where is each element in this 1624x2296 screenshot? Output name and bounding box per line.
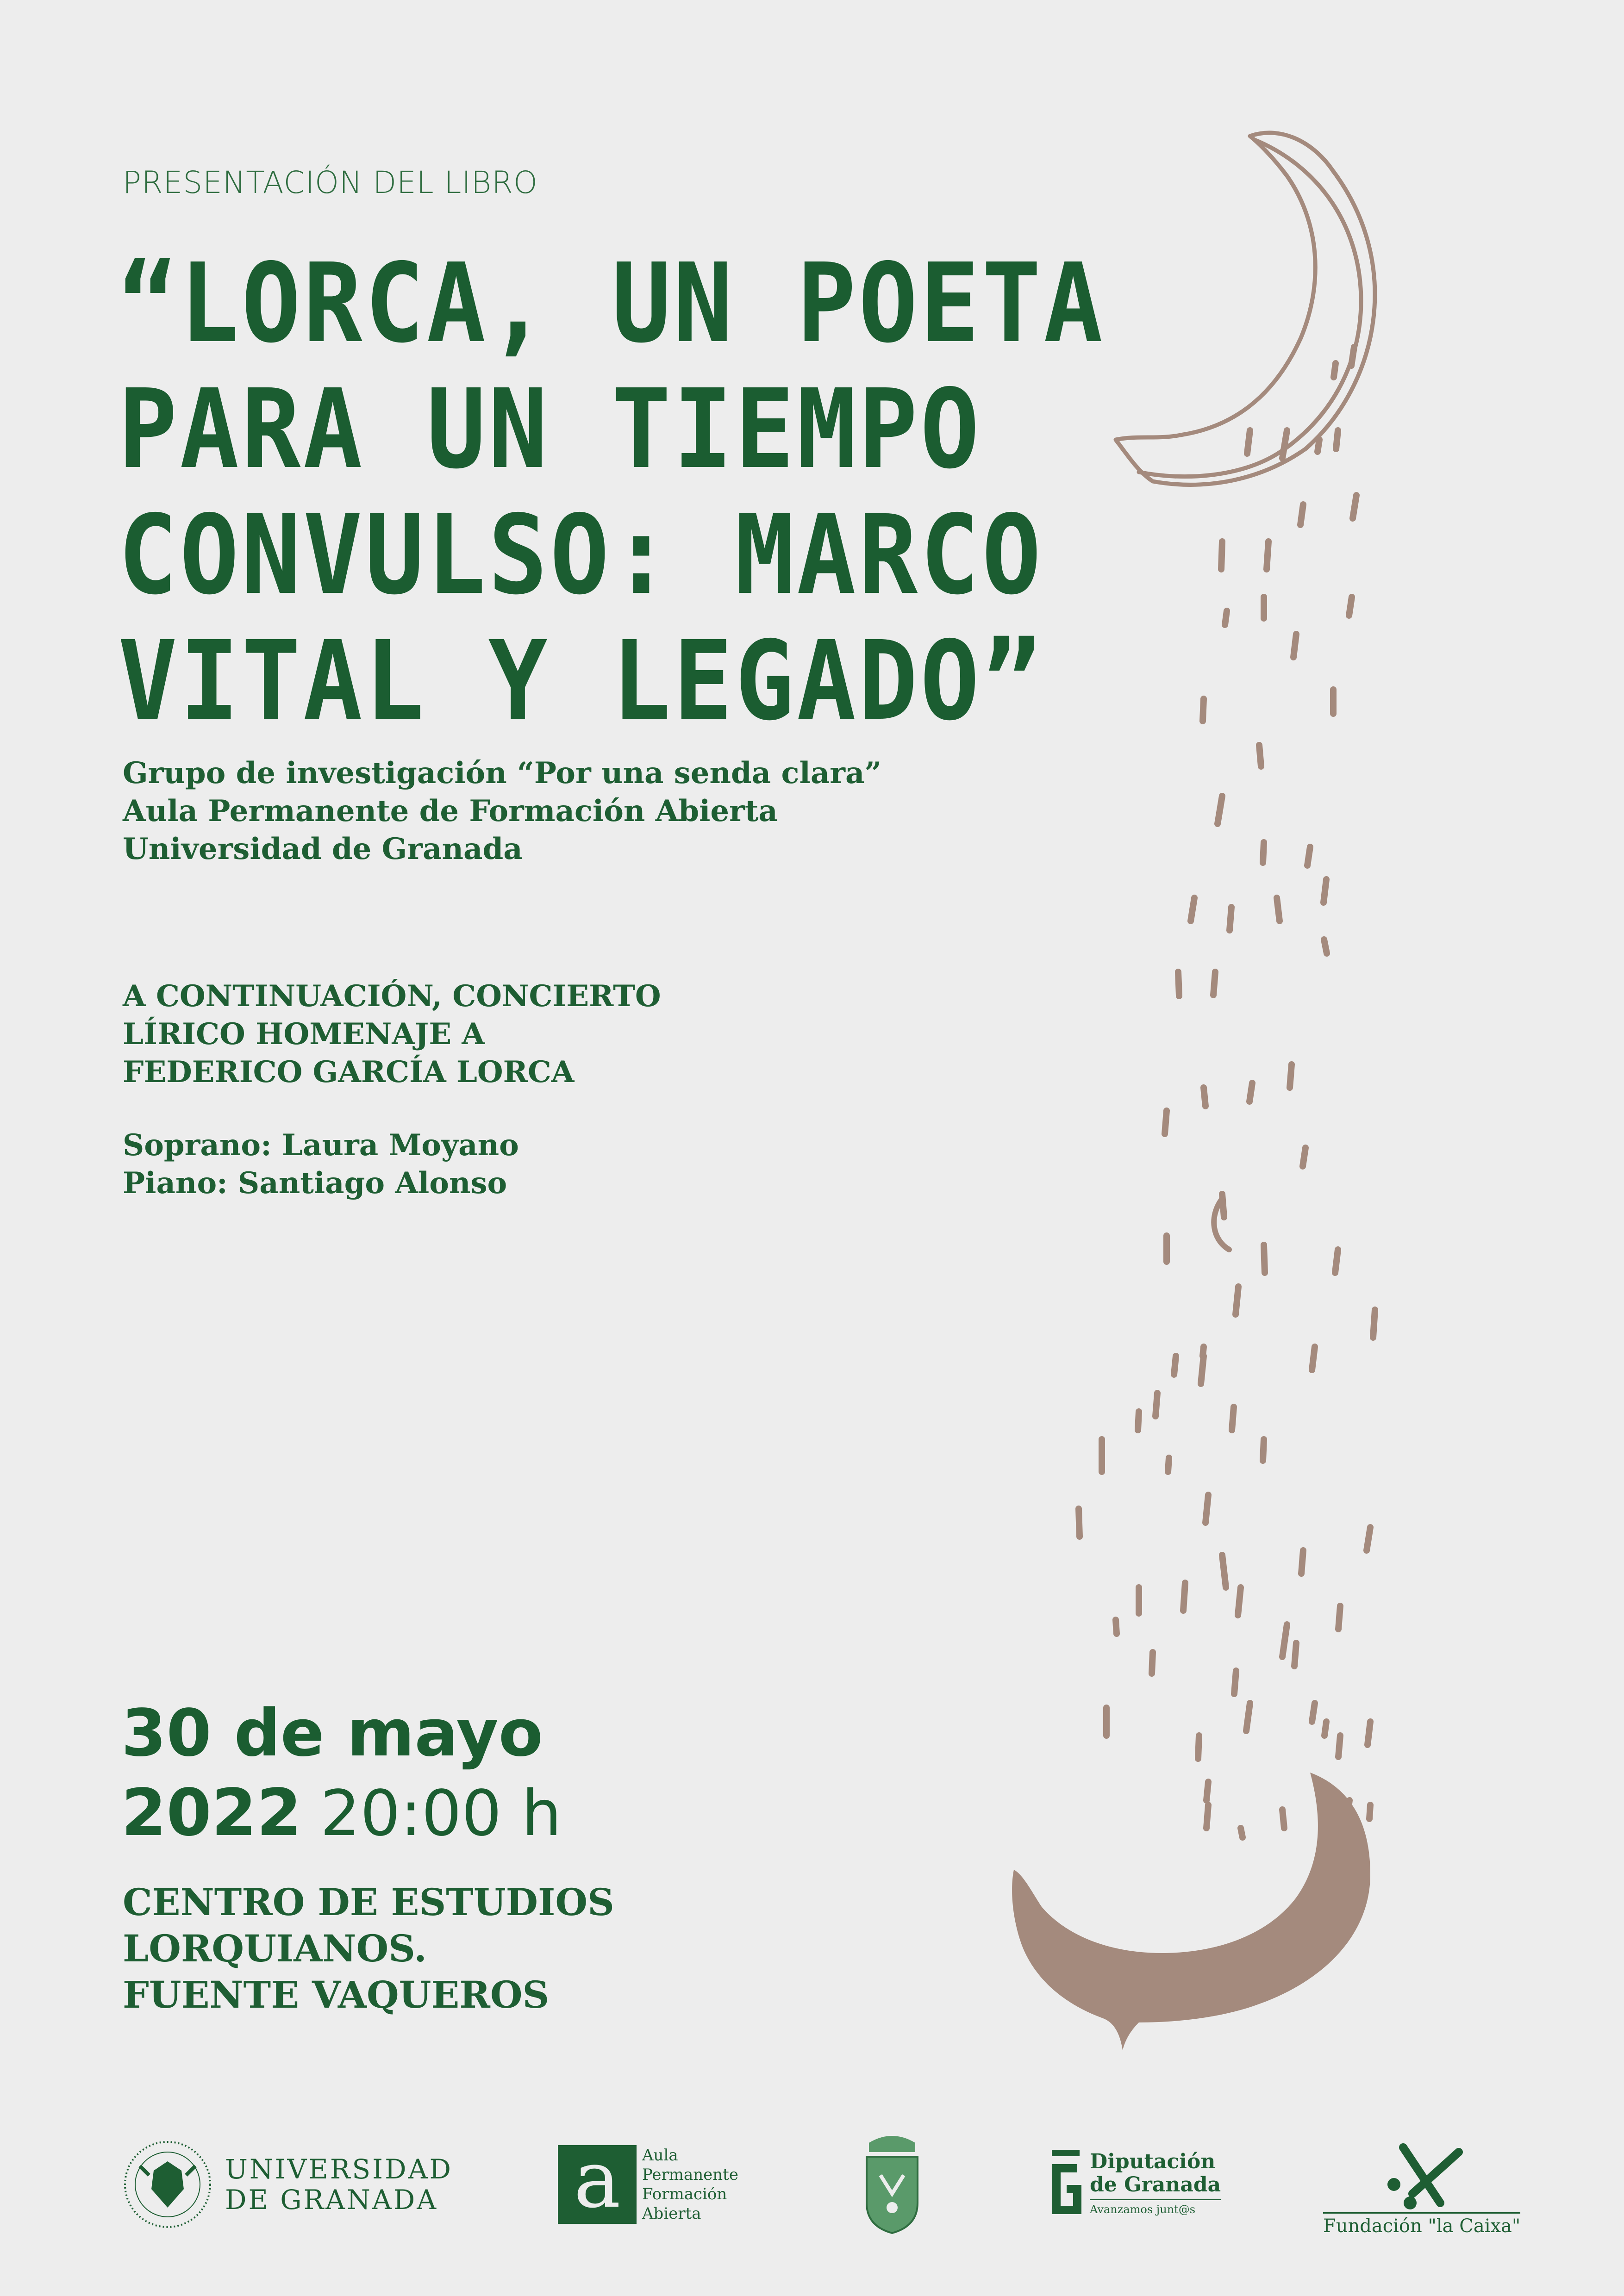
event-time: 20:00 h	[320, 1777, 562, 1850]
aula-text-line: Abierta	[642, 2204, 701, 2223]
venue-line: FUENTE VAQUEROS	[123, 1973, 550, 2016]
rain-drops	[1079, 347, 1375, 1837]
concert-line: A CONTINUACIÓN, CONCIERTO	[123, 979, 661, 1014]
event-kicker: PRESENTACIÓN DEL LIBRO	[123, 165, 538, 200]
ugr-name-line: UNIVERSIDAD	[225, 2153, 453, 2185]
title-line: VITAL Y LEGADO”	[118, 617, 1044, 745]
title-line: CONVULSO: MARCO	[118, 492, 1044, 619]
venue	[123, 1879, 614, 2018]
ugr-seal-icon	[121, 2138, 214, 2231]
title-line: “LORCA, UN POETA	[118, 240, 1106, 367]
concert-line: FEDERICO GARCÍA LORCA	[123, 1055, 575, 1089]
concert-info	[123, 977, 661, 1091]
aula-logo	[558, 2129, 738, 2240]
sponsor-logos	[0, 2129, 1624, 2249]
ugr-name-line: DE GRANADA	[225, 2184, 438, 2215]
aula-text-line: Formación	[642, 2185, 727, 2203]
aula-letter-mark: a	[558, 2145, 637, 2224]
diputacion-g-icon	[1047, 2150, 1084, 2219]
organizer-line: Aula Permanente de Formación Abierta	[123, 794, 778, 828]
aula-text-line: Aula	[642, 2146, 678, 2165]
caixa-logo	[1323, 2143, 1520, 2254]
diputacion-slogan: Avanzamos junt@s	[1090, 2199, 1221, 2219]
caixa-name: Fundación "la Caixa"	[1323, 2212, 1520, 2237]
diputacion-name-line: de Granada	[1090, 2173, 1221, 2196]
ugr-logo	[121, 2129, 453, 2240]
bowl-crescent-icon	[1012, 1773, 1370, 2050]
coat-of-arms-icon	[862, 2134, 922, 2235]
venue-line: CENTRO DE ESTUDIOS	[123, 1880, 614, 1924]
fuente-vaqueros-coat-of-arms	[862, 2129, 922, 2240]
venue-line: LORQUIANOS.	[123, 1927, 427, 1970]
diputacion-name-line: Diputación	[1090, 2150, 1216, 2173]
performer-line: Piano: Santiago Alonso	[123, 1166, 507, 1201]
organizers	[123, 754, 881, 868]
caixa-star-icon	[1375, 2143, 1468, 2212]
organizer-line: Universidad de Granada	[123, 832, 523, 866]
organizer-line: Grupo de investigación “Por una senda clara”	[123, 756, 882, 790]
concert-line: LÍRICO HOMENAJE A	[123, 1017, 485, 1052]
title-line: PARA UN TIEMPO	[118, 366, 982, 493]
moon-rain-illustration	[963, 116, 1426, 2083]
event-date	[121, 1694, 562, 1854]
date-year: 2022	[121, 1775, 302, 1851]
performers	[123, 1126, 519, 1202]
date-day: 30 de mayo	[121, 1696, 543, 1771]
book-title	[118, 240, 1106, 745]
aula-text-line: Permanente	[642, 2165, 738, 2184]
diputacion-logo	[1047, 2129, 1221, 2240]
performer-line: Soprano: Laura Moyano	[123, 1128, 519, 1163]
